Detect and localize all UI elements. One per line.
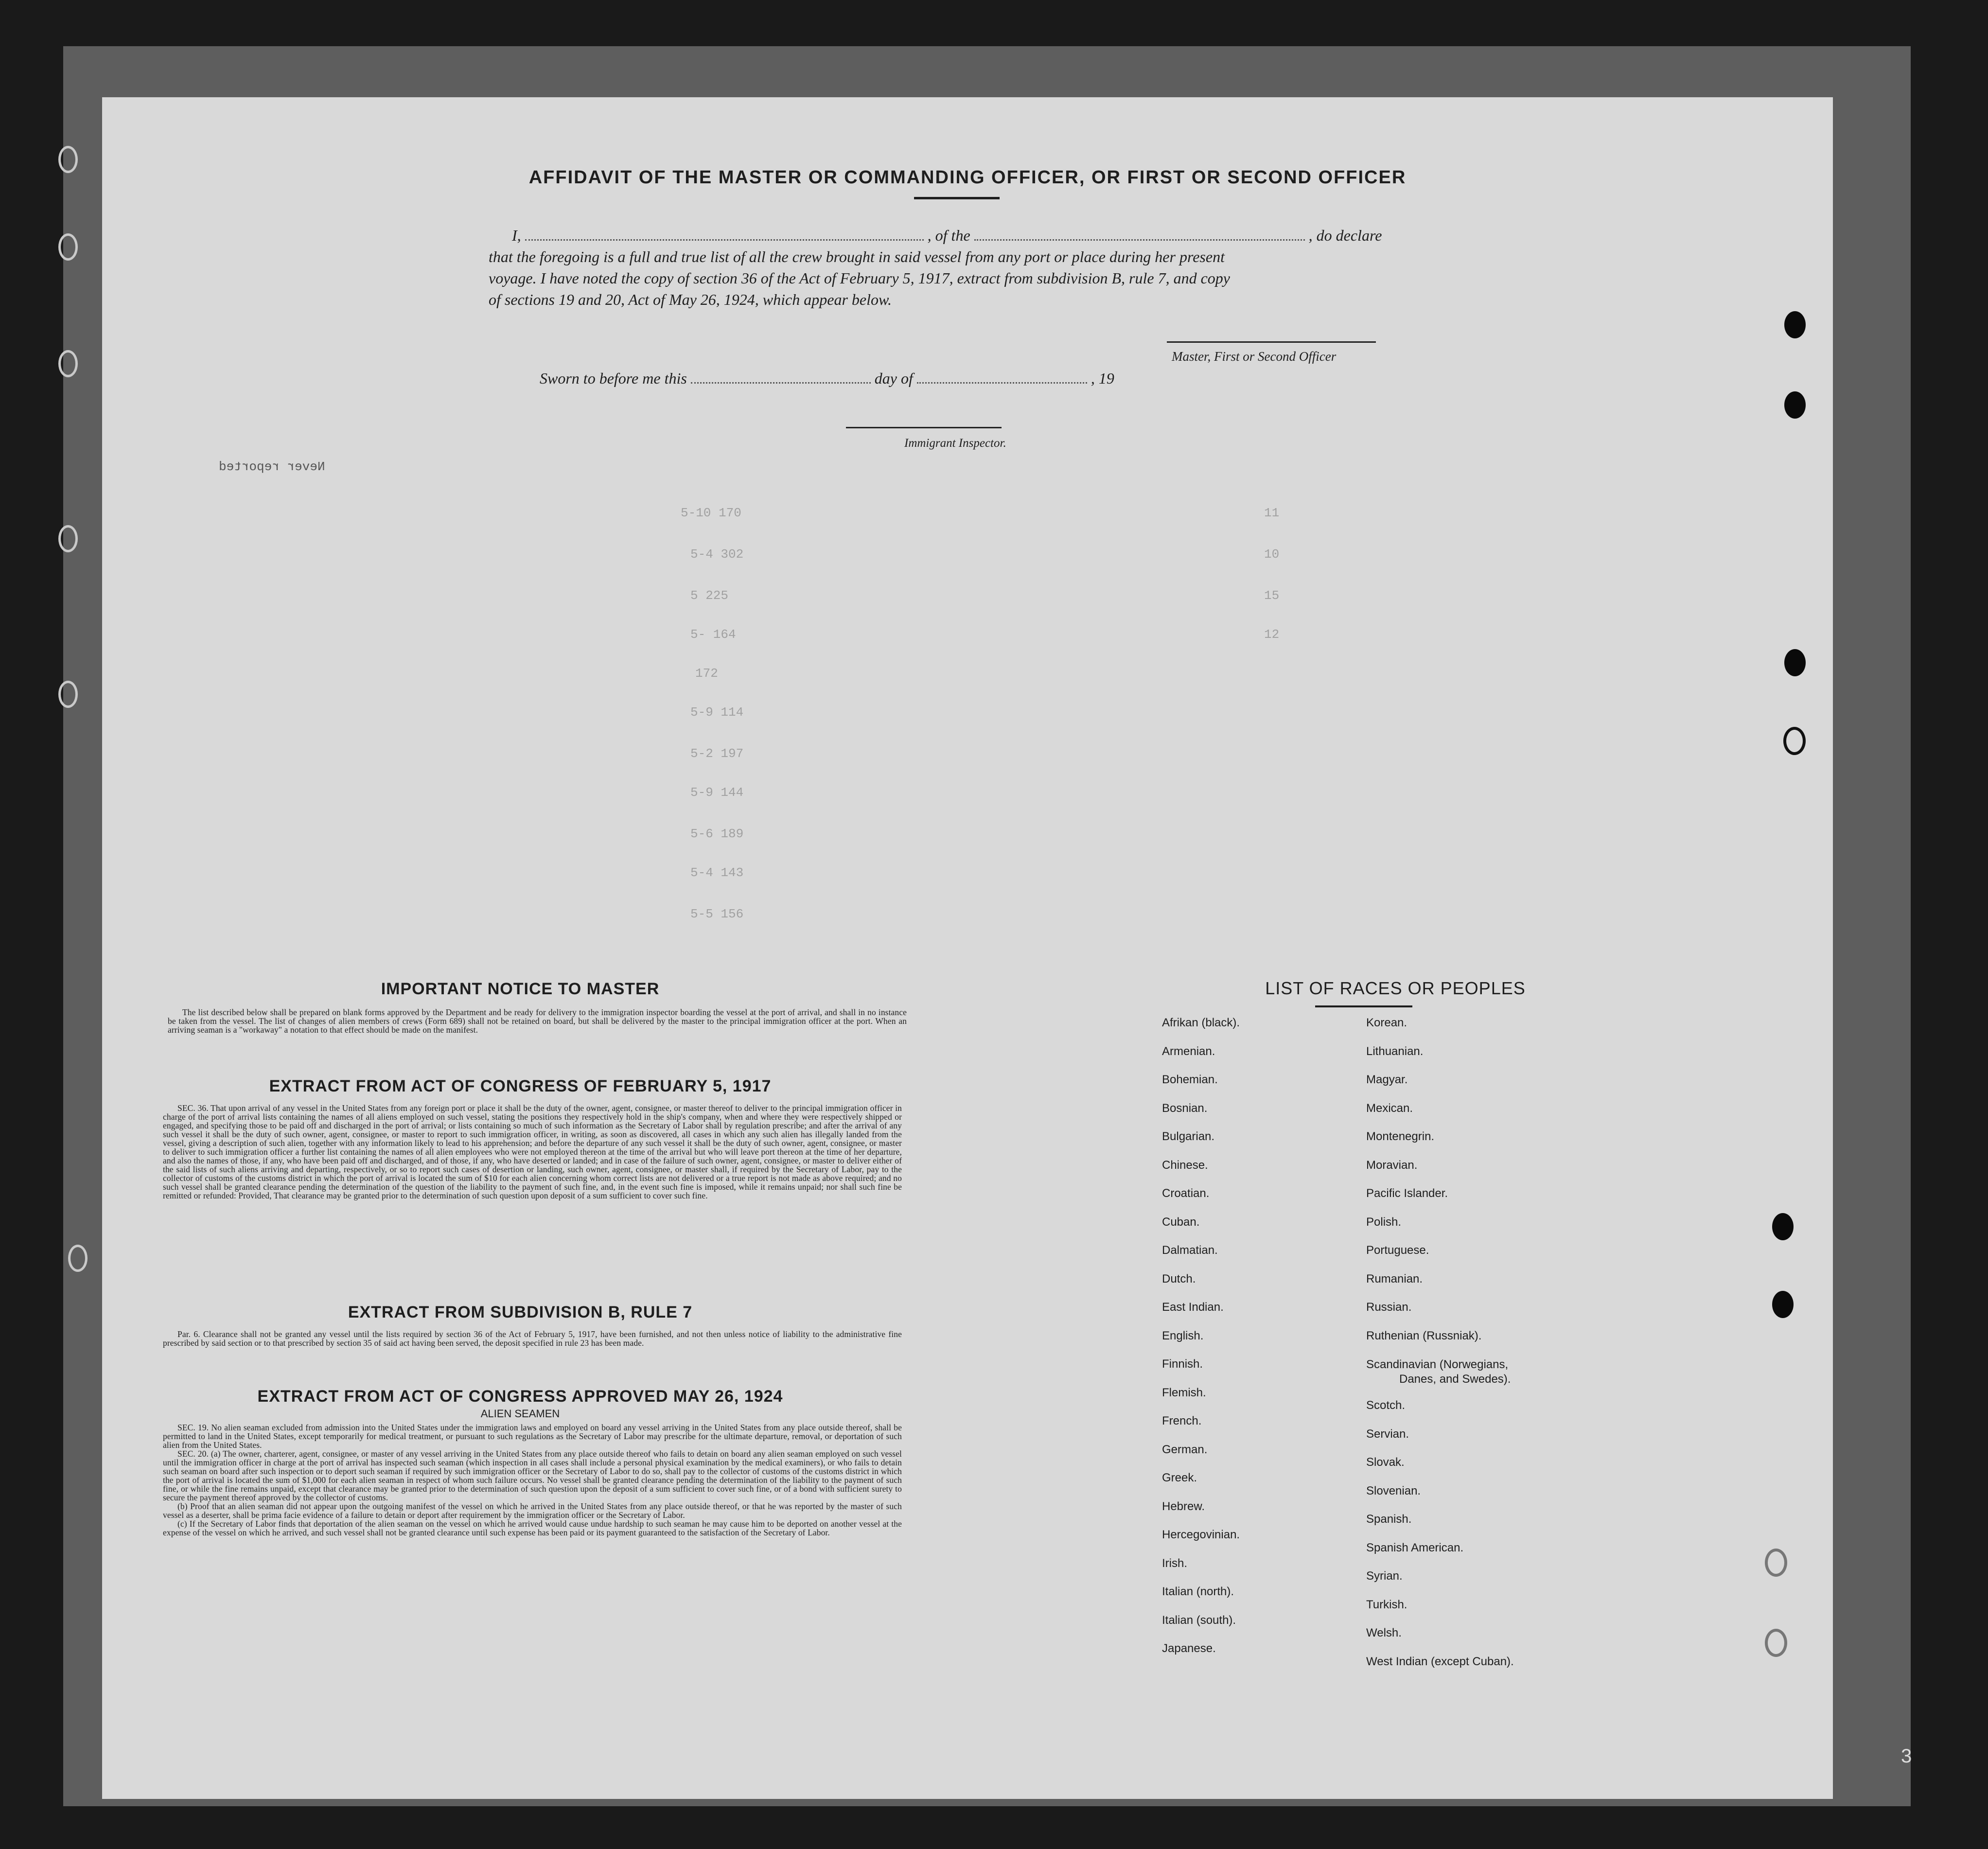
bleed-through-text: Never reported bbox=[219, 459, 325, 474]
extract-1924-body bbox=[163, 1423, 902, 1537]
bleed-through-text: 12 bbox=[1264, 627, 1280, 642]
vessel-blank[interactable] bbox=[974, 229, 1305, 241]
punch-hole bbox=[1784, 391, 1806, 419]
par-6-paragraph: Par. 6. Clearance shall not be granted any vessel until the lists required by section 36 of the Act of February 5, 1917, have been furnished, and not then unless notice of liability to the administrative fine prescribed by said section or to that prescribed by section 35 of said act having been served, the deposit specified in rule 23 has been made. bbox=[163, 1329, 902, 1348]
sworn-text: Sworn to before me this bbox=[540, 370, 687, 387]
affidavit-of-the: , of the bbox=[927, 227, 970, 244]
month-blank[interactable] bbox=[917, 371, 1087, 384]
bleed-through-text: 5- 164 bbox=[690, 627, 736, 642]
notice-body bbox=[168, 1008, 907, 1034]
race-item: Dutch. bbox=[1162, 1272, 1196, 1285]
race-item: Hercegovinian. bbox=[1162, 1528, 1240, 1541]
manifest-page bbox=[102, 97, 1833, 1799]
race-item: Russian. bbox=[1366, 1301, 1412, 1314]
race-item: Moravian. bbox=[1366, 1158, 1418, 1172]
bleed-through-text: 5-5 156 bbox=[690, 907, 744, 921]
race-item: Finnish. bbox=[1162, 1357, 1203, 1371]
binder-ring bbox=[58, 681, 78, 708]
bleed-through-text: 172 bbox=[695, 666, 718, 681]
race-item: Croatian. bbox=[1162, 1187, 1210, 1200]
affidavit-line-4: of sections 19 and 20, Act of May 26, 1924, which appear below. bbox=[489, 291, 892, 308]
day-blank[interactable] bbox=[691, 371, 871, 384]
race-item: Scandinavian (Norwegians, bbox=[1366, 1358, 1509, 1371]
race-item: Magyar. bbox=[1366, 1073, 1408, 1086]
races-title-underline bbox=[1315, 1005, 1412, 1007]
binder-ring bbox=[58, 146, 78, 173]
punch-hole bbox=[1772, 1213, 1794, 1240]
affidavit-line-3: voyage. I have noted the copy of section 36 of the Act of February 5, 1917, extract from subdivision B, rule 7, and copy bbox=[489, 269, 1230, 287]
bleed-through-text: 5-4 302 bbox=[690, 547, 744, 562]
sec-20b-paragraph: (b) Proof that an alien seaman did not appear upon the outgoing manifest of the vessel on which he arrived in the United States from any place outside thereof, or that he was reported by the master of such vessel as a deserter, shall be prima facie evidence of a failure to detain or deport after requirement by the immigration officer or the Secretary of Labor. bbox=[163, 1501, 902, 1520]
race-item: Polish. bbox=[1366, 1215, 1402, 1229]
bleed-through-text: 5 225 bbox=[690, 588, 729, 603]
affidavit-title: AFFIDAVIT OF THE MASTER OR COMMANDING OFFICER, OR FIRST OR SECOND OFFICER bbox=[528, 167, 1407, 188]
affidavit-i: I, bbox=[512, 227, 521, 244]
race-item: Spanish. bbox=[1366, 1513, 1412, 1526]
race-item: Syrian. bbox=[1366, 1569, 1403, 1583]
race-item: Afrikan (black). bbox=[1162, 1016, 1240, 1029]
bleed-through-text: 15 bbox=[1264, 588, 1280, 603]
race-item: Armenian. bbox=[1162, 1044, 1215, 1058]
race-item: Chinese. bbox=[1162, 1158, 1208, 1172]
races-left-column bbox=[1162, 1016, 1240, 1671]
bleed-through-text: 10 bbox=[1264, 547, 1280, 562]
race-item: French. bbox=[1162, 1414, 1202, 1427]
race-item: Welsh. bbox=[1366, 1626, 1402, 1639]
race-item: Slovak. bbox=[1366, 1456, 1405, 1469]
inspector-signature-line[interactable] bbox=[846, 427, 1002, 428]
race-item: Italian (south). bbox=[1162, 1613, 1236, 1627]
race-item: Bulgarian. bbox=[1162, 1130, 1215, 1143]
race-item: German. bbox=[1162, 1443, 1208, 1456]
binder-ring bbox=[68, 1245, 88, 1272]
race-item-continued: Danes, and Swedes). bbox=[1399, 1373, 1511, 1386]
race-item: Dalmatian. bbox=[1162, 1244, 1218, 1257]
race-item: Greek. bbox=[1162, 1471, 1197, 1484]
bleed-through-text: 5-4 143 bbox=[690, 865, 744, 880]
race-item: Pacific Islander. bbox=[1366, 1187, 1448, 1200]
affidavit-line-2: that the foregoing is a full and true list of all the crew brought in said vessel from any port or place during her present bbox=[489, 248, 1225, 265]
race-item: Rumanian. bbox=[1366, 1272, 1423, 1285]
binder-ring bbox=[58, 525, 78, 552]
sec-36-paragraph: SEC. 36. That upon arrival of any vessel in the United States from any foreign port or place it shall be the duty of the owner, agent, consignee, or master thereof to deliver to the principal immigration officer in charge of the port of arrival lists containing the names of all aliens employed on such vessel, stating the positions they respectively hold in the ship's company, when and where they were respectively shipped or engaged, and specifying those to be paid off and discharged in the port of arrival; or lists containing so much of such information as the Secretary of Labor shall by regulation prescribe; and after the arrival of any such vessel it shall be the duty of such owner, agent, consignee, or master to report to such immigration officer, in writing, as soon as discovered, all cases in which any such alien has illegally landed from the vessel, giving a description of such alien, together with any information likely to lead to his apprehension; and before the departure of any such vessel it shall be the duty of such owner, agent, consignee, or master to deliver to such immigration officer a further list containing the names of all alien employees who were not employed thereon at the time of the arrival but who will leave port thereon at the time of her departure, and also the names of those, if any, who have been paid off and discharged, and of those, if any, who have deserted or landed; and in case of the failure of such owner, agent, consignee, or master to deliver either of the said lists of such aliens arriving and departing, respectively, or so to report such cases of desertion or landing, such owner, agent, consignee, or master shall, if required by the Secretary of Labor, pay to the collector of customs of the customs district in which the port of arrival is located the sum of $10 for each alien concerning whom correct lists are not delivered or a true report is not made as above required; and no such vessel shall be granted clearance pending the determination of the question of the liability to the payment of such fine, and, in the event such fine is imposed, while it remains unpaid; nor shall such fine be remitted or refunded: Provided, That clearance may be granted prior to the determination of such question upon deposit of a sum sufficient to cover such fine. bbox=[163, 1103, 902, 1200]
race-item: Flemish. bbox=[1162, 1386, 1206, 1399]
race-item: Cuban. bbox=[1162, 1215, 1200, 1229]
bleed-through-text: 5-2 197 bbox=[690, 746, 744, 761]
rule7-title: EXTRACT FROM SUBDIVISION B, RULE 7 bbox=[348, 1303, 693, 1321]
binder-ring bbox=[58, 350, 78, 377]
punch-hole bbox=[1765, 1629, 1787, 1657]
affidavit-do-declare: , do declare bbox=[1308, 227, 1382, 244]
race-item: Hebrew. bbox=[1162, 1499, 1205, 1513]
notice-title: IMPORTANT NOTICE TO MASTER bbox=[381, 980, 660, 998]
punch-hole bbox=[1784, 311, 1806, 338]
race-item: Korean. bbox=[1366, 1016, 1407, 1029]
signature-label: Master, First or Second Officer bbox=[1172, 349, 1337, 364]
title-underline bbox=[914, 197, 1000, 199]
bleed-through-text: 5-9 114 bbox=[690, 705, 744, 720]
race-item: Spanish American. bbox=[1366, 1541, 1464, 1554]
races-right-column bbox=[1366, 1016, 1514, 1683]
sec-20a-paragraph: SEC. 20. (a) The owner, charterer, agent, consignee, or master of any vessel arriving in the United States from any place outside thereof who fails to detain on board any alien seaman employed on such vessel until the immigration officer in charge at the port of arrival has inspected such seaman (which inspection in all cases shall include a personal physical examination by the medical examiners), or who fails to detain such seaman on board after such inspection or to deport such seaman if required by such immigration officer or the Secretary of Labor to do so, shall pay to the collector of customs of the customs district in which the port of arrival is located the sum of $1,000 for each alien seaman in respect of whom such failure occurs. No vessel shall be granted clearance pending the determination of the liability to the payment of such fine, or while the fine remains unpaid, except that clearance may be granted prior to the determination of such question upon the deposit of a sum sufficient to cover such fine, or of a bond with sufficient surety to secure the payment thereof approved by the collector of customs. bbox=[163, 1449, 902, 1502]
sec-19-paragraph: SEC. 19. No alien seaman excluded from admission into the United States under the immigration laws and employed on board any vessel arriving in the United States from any place outside thereof, shall be permitted to land in the United States, except temporarily for medical treatment, or pursuant to such regulations as the Secretary of Labor may prescribe for the ultimate departure, removal, or deportation of such alien from the United States. bbox=[163, 1423, 902, 1450]
punch-hole bbox=[1784, 649, 1806, 676]
binder-ring bbox=[58, 233, 78, 261]
race-item: English. bbox=[1162, 1329, 1204, 1342]
day-of-text: day of bbox=[874, 370, 913, 387]
sec-20c-paragraph: (c) If the Secretary of Labor finds that deportation of the alien seaman on the vessel on which he arrived would cause undue hardship to such seaman he may cause him to be deported on another vessel at the expense of the vessel on which he arrived, and such vessel shall not be granted clearance until such expense has been paid or its payment guaranteed to the satisfaction of the Secretary of Labor. bbox=[163, 1519, 902, 1537]
name-blank[interactable] bbox=[525, 229, 924, 241]
race-item: Portuguese. bbox=[1366, 1244, 1429, 1257]
race-item: East Indian. bbox=[1162, 1301, 1224, 1314]
rule7-body bbox=[163, 1330, 902, 1347]
affidavit-text bbox=[489, 225, 1446, 310]
races-title: LIST OF RACES OR PEOPLES bbox=[1265, 978, 1526, 998]
inspector-label: Immigrant Inspector. bbox=[904, 437, 1006, 450]
race-item: Scotch. bbox=[1366, 1399, 1406, 1412]
page-number-mark: 3 bbox=[1901, 1745, 1912, 1767]
bleed-through-text: 5-6 189 bbox=[690, 827, 744, 841]
signature-line[interactable] bbox=[1167, 341, 1376, 343]
notice-paragraph: The list described below shall be prepared on blank forms approved by the Department and be ready for delivery to the immigration inspector boarding the vessel at the port of arrival, and shall in no instance be taken from the vessel. The list of changes of alien members of crews (Form 689) shall not be retained on board, but shall be delivered by the master to the principal immigration officer at the port. When an arriving seaman is a "workaway" a notation to that effect should be made on the manifest. bbox=[168, 1007, 907, 1035]
punch-hole bbox=[1783, 727, 1806, 755]
extract-1924-title: EXTRACT FROM ACT OF CONGRESS APPROVED MAY 26, 1924 bbox=[257, 1387, 783, 1406]
extract-1917-body bbox=[163, 1104, 902, 1200]
sworn-line bbox=[540, 370, 1114, 387]
race-item: Irish. bbox=[1162, 1556, 1188, 1570]
race-item: West Indian (except Cuban). bbox=[1366, 1655, 1514, 1668]
race-item: Mexican. bbox=[1366, 1101, 1413, 1115]
punch-hole bbox=[1765, 1549, 1787, 1577]
race-item: Japanese. bbox=[1162, 1642, 1216, 1655]
race-item: Slovenian. bbox=[1366, 1484, 1421, 1497]
race-item: Ruthenian (Russniak). bbox=[1366, 1329, 1482, 1342]
race-item: Turkish. bbox=[1366, 1598, 1407, 1611]
bleed-through-text: 5-10 170 bbox=[681, 506, 741, 520]
punch-hole bbox=[1772, 1291, 1794, 1318]
race-item: Lithuanian. bbox=[1366, 1044, 1424, 1058]
race-item: Bohemian. bbox=[1162, 1073, 1218, 1086]
race-item: Montenegrin. bbox=[1366, 1130, 1435, 1143]
race-item: Italian (north). bbox=[1162, 1585, 1234, 1598]
race-item: Bosnian. bbox=[1162, 1101, 1208, 1115]
alien-seamen-subtitle: ALIEN SEAMEN bbox=[480, 1408, 560, 1420]
race-item: Servian. bbox=[1366, 1427, 1409, 1441]
bleed-through-text: 11 bbox=[1264, 506, 1280, 520]
affidavit-line-1 bbox=[489, 225, 1446, 246]
extract-1917-title: EXTRACT FROM ACT OF CONGRESS OF FEBRUARY 5, 1917 bbox=[269, 1077, 772, 1095]
bleed-through-text: 5-9 144 bbox=[690, 785, 744, 800]
year-prefix: , 19 bbox=[1091, 370, 1114, 387]
